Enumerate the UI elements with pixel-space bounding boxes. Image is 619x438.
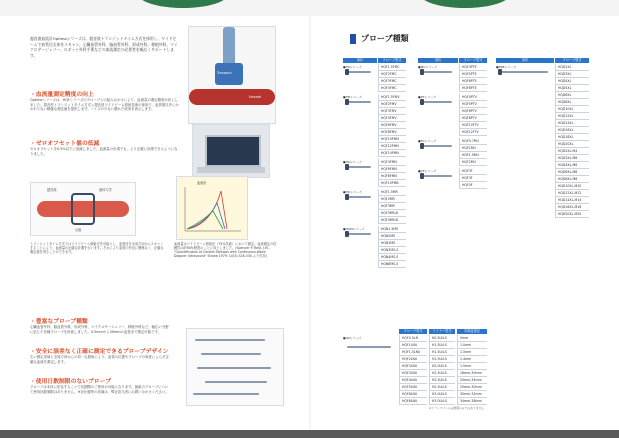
- liner-group-label: ●LNシリーズ: [343, 336, 362, 340]
- probe-model-cell: HQF8PTV: [459, 115, 487, 122]
- flowmeter-device: [192, 124, 270, 178]
- probe-model-cell: HQF4FMV: [378, 115, 406, 122]
- probe-model-cell: HQD2XL-M4: [555, 148, 589, 155]
- lineup-probe: [197, 367, 271, 369]
- liner-liner-cell: H2.5LN-S: [429, 377, 455, 384]
- cross-section-diagram: [30, 182, 136, 236]
- liner-liner-cell: H1.5LN-S: [429, 356, 455, 363]
- col-a-head-type: 形状: [343, 58, 377, 63]
- probe-model-cell: HQF3MR: [378, 203, 406, 210]
- probe-model-cell: HQF5PTE: [459, 71, 487, 78]
- probe-model-cell: HQF6FMN: [378, 166, 406, 173]
- liner-liner-cell: H0.5LN-S: [429, 335, 455, 342]
- probe-illustration: [422, 145, 452, 147]
- liner-head-range: 対象血管径: [457, 329, 487, 334]
- probe-model-cell: HQF8FMN: [378, 173, 406, 180]
- top-decoration-right: [420, 0, 510, 8]
- liner-range-cell: 25mm-30mm: [457, 384, 487, 391]
- probe-head-illustration: [420, 173, 424, 179]
- probe-group-label: ●HHシリーズ: [343, 95, 362, 99]
- probe-model-cell: HQF2FMV: [378, 101, 406, 108]
- liner-note: ※トランスフィルは範囲のみではありません: [429, 406, 485, 410]
- probe-model-cell: HQF3F: [459, 175, 487, 182]
- probe-model-cell: HQF2MR: [378, 196, 406, 203]
- section-heading-probe-types: ・豊富なプローブ種類: [30, 319, 88, 325]
- probe-model-cell: HQF2MU: [459, 159, 487, 166]
- liner-range-cell: 0mm: [457, 335, 487, 342]
- probe-model-cell: HQF12FTV: [459, 129, 487, 136]
- probe-model-cell: HQD14XL: [555, 120, 589, 127]
- probe-model-cell: HQD20XL: [555, 141, 589, 148]
- probe-cable: [223, 27, 235, 67]
- probe-head-illustration: [420, 143, 424, 149]
- probe-head-illustration: [345, 99, 349, 105]
- probe-model-cell: HQD10XL: [555, 106, 589, 113]
- probe-model-cell: HQD10XL-M10: [555, 183, 589, 190]
- probe-group-label: ●CFシリーズ: [418, 169, 437, 173]
- probe-vessel-photo: [188, 26, 276, 124]
- probe-illustration: [347, 196, 371, 198]
- comparison-chart: [176, 176, 248, 240]
- probe-model-cell: HQD8XL: [555, 99, 589, 106]
- liner-range-cell: 1.5mm: [457, 349, 487, 356]
- vessel-tube: [189, 89, 275, 105]
- probe-model-cell: HQF4MR-B: [378, 217, 406, 224]
- probe-illustration: [422, 175, 452, 177]
- probe-model-cell: HQF0.7MU: [459, 138, 487, 145]
- liner-model-cell: HQF2LNU: [399, 356, 427, 363]
- liner-model-cell: HQF4LNU: [399, 377, 427, 384]
- probe-model-cell: HQD4XL: [555, 78, 589, 85]
- probe-model-cell: HQD5XL: [555, 85, 589, 92]
- probe-head-illustration: [345, 231, 349, 237]
- probe-model-cell: HQD6XL: [555, 92, 589, 99]
- probe-model-cell: HQD18XL: [555, 134, 589, 141]
- lineup-probe: [193, 393, 259, 395]
- liner-range-cell: 16mm-30mm: [457, 370, 487, 377]
- probe-model-cell: HQF4PTE: [459, 64, 487, 71]
- probe-model-cell: HQD12XL-M12: [555, 190, 589, 197]
- probe-head-illustration: [420, 99, 424, 105]
- probe-model-cell: HQD6XL-M8: [555, 169, 589, 176]
- probe-model-cell: HQF12FMN: [378, 143, 406, 150]
- probe-group-label: ●PTシリーズ: [418, 95, 437, 99]
- probe-model-cell: HQN1.5MS: [378, 226, 406, 233]
- transonic-label: Transonic: [217, 71, 233, 75]
- probe-model-cell: HQN6MS-S: [378, 261, 406, 268]
- probe-illustration: [500, 71, 548, 73]
- col-b-head-type: 形状: [418, 58, 458, 63]
- diagram-probe: [71, 193, 95, 225]
- probe-illustration: [422, 71, 452, 73]
- caption-right: 血流量はワイドビーム照射法（75%気液）において測定。血流測定の信頼性は約90%程度のことに向上しました。(Spencer P. Reid, J.M., "Quantification of Carotid Stenosis with Continuous-Wave Doppler Ultrasound" Stroke 1979; 10(3):326-330.より引用): [174, 242, 277, 259]
- liner-liner-cell: H2.0LN-S: [429, 363, 455, 370]
- liner-model-cell: HQF5LNU: [399, 384, 427, 391]
- liner-model-cell: HQF6LNU: [399, 398, 427, 405]
- liner-model-cell: HQF6LNU: [399, 391, 427, 398]
- liner-probe-illustration: [347, 346, 391, 348]
- intro-paragraph: 超音波血流計Optimaシリーズは、超音波トランジットタイム方式を採用し、ワイドビームで血管径全体をスキャン。心臓血管外科、脳血管外科、形成外科、移植外科、マイクロサージェリー、ロボット外科手術などの血流測定の必要性を幅広くサポートします。: [30, 36, 178, 58]
- section-text-safe-design: 広い測定用域と全周方向からの均一な照射により、血管の位置やプローブの角度によらず正確な血流を測定します。: [30, 355, 169, 364]
- probe-group-label: ●FCシリーズ: [418, 139, 437, 143]
- probe-model-cell: HQF3F: [459, 168, 487, 175]
- probe-model-cell: HQD2XL: [555, 64, 589, 71]
- probe-model-cell: HQF3FMV: [378, 108, 406, 115]
- probe-model-cell: HQF4PTV: [459, 94, 487, 101]
- probe-group-label: ●PSBシリーズ: [496, 65, 517, 69]
- probe-model-cell: HQD20XL-M20: [555, 211, 589, 218]
- probe-head-illustration: [345, 164, 349, 170]
- probe-model-cell: HQD16XL: [555, 127, 589, 134]
- liner-liner-cell: H1.5LN-S: [429, 342, 455, 349]
- probe-model-cell: HQF1.5MU: [459, 152, 487, 159]
- col-a-head-model: プローブ型式: [378, 58, 406, 63]
- probe-model-cell: HQF4FMN: [378, 159, 406, 166]
- probe-model-cell: HQD8XL-M8: [555, 176, 589, 183]
- chart-curves: [177, 177, 247, 239]
- probe-illustration: [347, 233, 371, 235]
- liner-range-cell: 34mm-38mm: [457, 398, 487, 405]
- probe-model-cell: HQF5PTV: [459, 101, 487, 108]
- probe-model-cell: HQN4MS-S: [378, 254, 406, 261]
- diagram-label-c: 反射: [75, 228, 82, 232]
- probe-head-illustration: [345, 69, 349, 75]
- diagram-label-a: 超音波: [47, 188, 57, 192]
- liner-model-cell: HQF1LNU: [399, 342, 427, 349]
- bottom-bar: [0, 430, 619, 438]
- liner-head-size: ライナー型式: [429, 329, 455, 334]
- top-decoration-left: [138, 0, 228, 8]
- probe-model-cell: HQD4XL-M6: [555, 162, 589, 169]
- probe-types-title: プローブ種類: [350, 34, 409, 44]
- probe-model-cell: HQD16XL-M16: [555, 204, 589, 211]
- probe-group-label: ●MCシリーズ: [418, 65, 438, 69]
- section-heading-zero-offset: ・ゼロオフセット値の低減: [30, 141, 100, 147]
- probe-lineup-photo: [186, 328, 284, 406]
- col-b-head-model: プローブ型式: [459, 58, 487, 63]
- probe-illustration: [347, 166, 371, 168]
- device-base: [197, 167, 265, 173]
- probe-model-cell: HQD3XL: [555, 71, 589, 78]
- probe-model-cell: HQF3FMC: [378, 78, 406, 85]
- vessel-label: Vessel: [249, 94, 262, 99]
- section-text-no-limit: プローブは本体に依存することで長期間のご使用が可能となります。最新のプローブについて使用回数制限はありません。※各仕様等の詳細は、弊社担当者にお問い合わせください。: [30, 385, 169, 394]
- probe-model-cell: HQF8FMV: [378, 129, 406, 136]
- col-c-head-model: プローブ型式: [555, 58, 589, 63]
- liner-model-cell: HQF0.5LN: [399, 335, 427, 342]
- probe-group-label: ●HUシリーズ: [343, 190, 362, 194]
- probe-model-cell: HQF4FMC: [378, 85, 406, 92]
- liner-liner-cell: H1.5LN-S: [429, 349, 455, 356]
- section-heading-no-limit: ・使用日数制限のないプローブ: [30, 379, 111, 385]
- lineup-probe: [205, 381, 267, 383]
- liner-model-cell: HQF3LNU: [399, 370, 427, 377]
- probe-model-cell: HQF1.5FMV: [378, 94, 406, 101]
- liner-model-cell: HQF1.5LNU: [399, 349, 427, 356]
- col-c-head-type: 形状: [496, 58, 554, 63]
- left-page: [0, 16, 309, 430]
- probe-model-cell: HQF10FMN: [378, 136, 406, 143]
- lineup-probe: [195, 339, 265, 341]
- probe-model-cell: HQF14FMN: [378, 150, 406, 157]
- liner-liner-cell: H3.0LN-S: [429, 398, 455, 405]
- probe-model-cell: HQD12XL: [555, 113, 589, 120]
- section-heading-accuracy: ・血流量測定精度の向上: [30, 92, 94, 98]
- probe-model-cell: HQD14XL-M14: [555, 197, 589, 204]
- section-text-zero-offset: ゼロオフセットを0.5%以下に低減しました。血流量の出現でも、より正確に計測できるようになりました。: [30, 147, 178, 156]
- liner-range-cell: 1.4mm: [457, 356, 487, 363]
- liner-head-model: プローブ型式: [399, 329, 427, 334]
- probe-model-cell: HQF10FMB: [378, 180, 406, 187]
- probe-model-cell: HQF8PTE: [459, 85, 487, 92]
- probe-illustration: [347, 71, 371, 73]
- section-heading-safe-design: ・安全に誤差なく正確に測定できるプローブデザイン: [30, 349, 169, 355]
- probe-model-cell: HQF6PTV: [459, 108, 487, 115]
- diagram-label-b: 流体力学: [99, 188, 112, 192]
- probe-model-cell: HQF10FTV: [459, 122, 487, 129]
- liner-liner-cell: H2.5LN-S: [429, 384, 455, 391]
- section-text-accuracy: Optimaシリーズは、HQFシリーズのプローブとの組み合わせにより、血流量の測定精度が向上しました。超音波トランジットタイム方式と超音波ワイドビーム照射技術の採用で、血管壁以外にかかわりない精確な測定値を提供します。ノイズの少ない優れた波形を表示します。: [30, 98, 179, 112]
- probe-model-cell: HQN3MS: [378, 240, 406, 247]
- probe-head-illustration: [345, 194, 349, 200]
- probe-model-cell: HQN3MS-S: [378, 247, 406, 254]
- probe-illustration: [422, 101, 452, 103]
- probe-group-label: ●HUMシリーズ: [343, 227, 365, 231]
- section-text-probe-types: 心臓血管外科、脳血管外科、形成外科、マイクロサージェリー、移植外科など、幅広い分野に応じた各種プローブを用意しました。0.5mmから30mmの血管まで測定可能です。: [30, 325, 169, 334]
- liner-liner-cell: H3.0LN-S: [429, 391, 455, 398]
- probe-model-cell: HQF6PTE: [459, 78, 487, 85]
- probe-head-illustration: [498, 69, 502, 75]
- liner-liner-cell: H2.5LN-S: [429, 370, 455, 377]
- probe-model-cell: HQF6FMV: [378, 122, 406, 129]
- right-page: [311, 16, 619, 430]
- chart-title: 血流計: [197, 181, 207, 185]
- probe-model-cell: HQF2FMC: [378, 71, 406, 78]
- probe-model-cell: HQF1.5FMC: [378, 64, 406, 71]
- probe-group-label: ●HSシリーズ: [343, 65, 362, 69]
- probe-illustration: [347, 101, 371, 103]
- probe-model-cell: HQF1MU: [459, 145, 487, 152]
- probe-model-cell: HQF3MR-B: [378, 210, 406, 217]
- liner-model-cell: HQF3LNU: [399, 363, 427, 370]
- probe-model-cell: HQF1.5MR: [378, 189, 406, 196]
- lineup-probe: [201, 353, 261, 355]
- probe-model-cell: HQD3XL-M6: [555, 155, 589, 162]
- probe-model-cell: HQN2MS: [378, 233, 406, 240]
- liner-range-cell: 20mm-34mm: [457, 377, 487, 384]
- probe-group-label: ●HSシリーズ: [343, 160, 362, 164]
- liner-range-cell: 1.5mm: [457, 363, 487, 370]
- device-screen: [205, 135, 261, 167]
- liner-range-cell: 1.0mm: [457, 342, 487, 349]
- probe-head-illustration: [420, 69, 424, 75]
- liner-range-cell: 30mm-32mm: [457, 391, 487, 398]
- caption-left: トランジットタイム方式ではワイドビーム照射法を可能とし、血管径を全周方向からスキャンすることにより、血流量の正確な計測を行います。それにより血管の外径に関係なく、正確な測定値を得ることができます。: [30, 242, 164, 255]
- probe-model-cell: HQF4F: [459, 182, 487, 189]
